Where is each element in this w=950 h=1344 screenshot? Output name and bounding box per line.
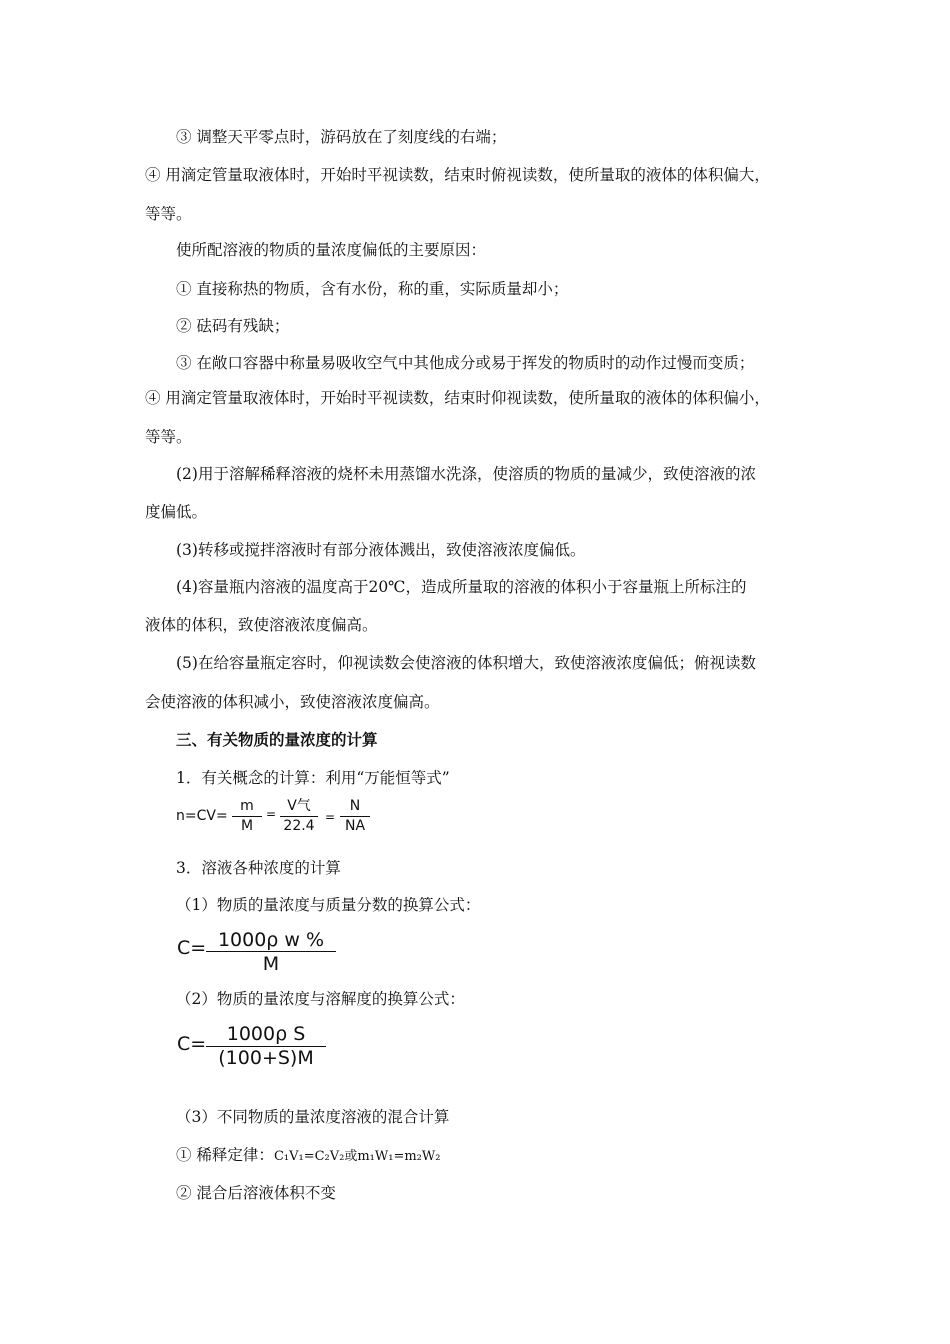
- text-line: （1）物质的量浓度与质量分数的换算公式：: [176, 896, 481, 914]
- text-line: ② 砝码有残缺；: [176, 317, 290, 335]
- formula-lhs: C=: [177, 937, 207, 959]
- fraction-denominator: M: [240, 818, 254, 834]
- formula-lhs: C=: [177, 1033, 207, 1055]
- fraction-denominator: NA: [344, 818, 366, 834]
- fraction-bar: [206, 951, 336, 952]
- text-line: （3）不同物质的量浓度溶液的混合计算: [176, 1108, 450, 1126]
- text-line: ④ 用滴定管量取液体时，开始时平视读数，结束时仰视读数，使所量取的液体的体积偏小，: [145, 389, 770, 407]
- text-line: 等等。: [145, 428, 192, 446]
- text-line: ① 直接称热的物质，含有水份，称的重，实际质量却小；: [176, 280, 569, 298]
- text-line: 1．有关概念的计算：利用“万能恒等式”: [176, 769, 450, 787]
- fraction-bar: [280, 816, 318, 817]
- fraction-numerator: V气: [287, 798, 311, 814]
- fraction-bar: [340, 816, 370, 817]
- section-heading: 三、有关物质的量浓度的计算: [176, 730, 378, 749]
- fraction-bar: [206, 1046, 326, 1047]
- fraction-mass-fraction: [206, 928, 336, 976]
- text-line: [176, 1145, 440, 1167]
- text-line: ④ 用滴定管量取液体时，开始时平视读数，结束时俯视读数，使所量取的液体的体积偏大，: [145, 166, 770, 184]
- fraction-numerator: 1000ρ S: [226, 1023, 306, 1045]
- fraction-denominator: M: [262, 953, 280, 975]
- text-line: (5)在给容量瓶定容时，仰视读数会使溶液的体积增大，致使溶液浓度偏低；俯视读数: [176, 654, 756, 672]
- fraction-numerator: m: [240, 798, 254, 814]
- equals-sign: =: [325, 810, 336, 824]
- text-line: ③ 调整天平零点时，游码放在了刻度线的右端；: [176, 128, 507, 146]
- text-line: ② 混合后溶液体积不变: [176, 1184, 336, 1202]
- fraction-numerator: 1000ρ w %: [217, 929, 325, 951]
- text-line: 会使溶液的体积减小，致使溶液浓度偏高。: [145, 693, 440, 711]
- text-line: (2)用于溶解稀释溶液的烧杯未用蒸馏水洗涤，使溶质的物质的量减少，致使溶液的浓: [176, 465, 756, 483]
- text-line: 等等。: [145, 205, 192, 223]
- fraction-numerator: N: [349, 798, 361, 814]
- text-prefix: ① 稀释定律：: [176, 1146, 274, 1164]
- text-line: 使所配溶液的物质的量浓度偏低的主要原因：: [176, 241, 487, 259]
- fraction-denominator: 22.4: [283, 818, 315, 834]
- equals-sign: =: [266, 807, 277, 821]
- text-line: (4)容量瓶内溶液的温度高于20℃，造成所量取的溶液的体积小于容量瓶上所标注的: [176, 578, 747, 596]
- dilution-formula: C₁V₁=C₂V₂或m₁W₁=m₂W₂: [273, 1149, 441, 1164]
- text-line: 3．溶液各种浓度的计算: [176, 859, 341, 877]
- text-line: 液体的体积，致使溶液浓度偏高。: [145, 616, 378, 634]
- formula-lhs: n=CV=: [176, 808, 228, 824]
- fraction-denominator: (100+S)M: [218, 1047, 314, 1069]
- text-line: （2）物质的量浓度与溶解度的换算公式：: [176, 990, 465, 1008]
- fraction-bar: [232, 816, 262, 817]
- text-line: ③ 在敞口容器中称量易吸收空气中其他成分或易于挥发的物质时的动作过慢而变质；: [176, 354, 755, 372]
- text-line: (3)转移或搅拌溶液时有部分液体溅出，致使溶液浓度偏低。: [176, 541, 586, 559]
- text-line: 度偏低。: [145, 503, 208, 521]
